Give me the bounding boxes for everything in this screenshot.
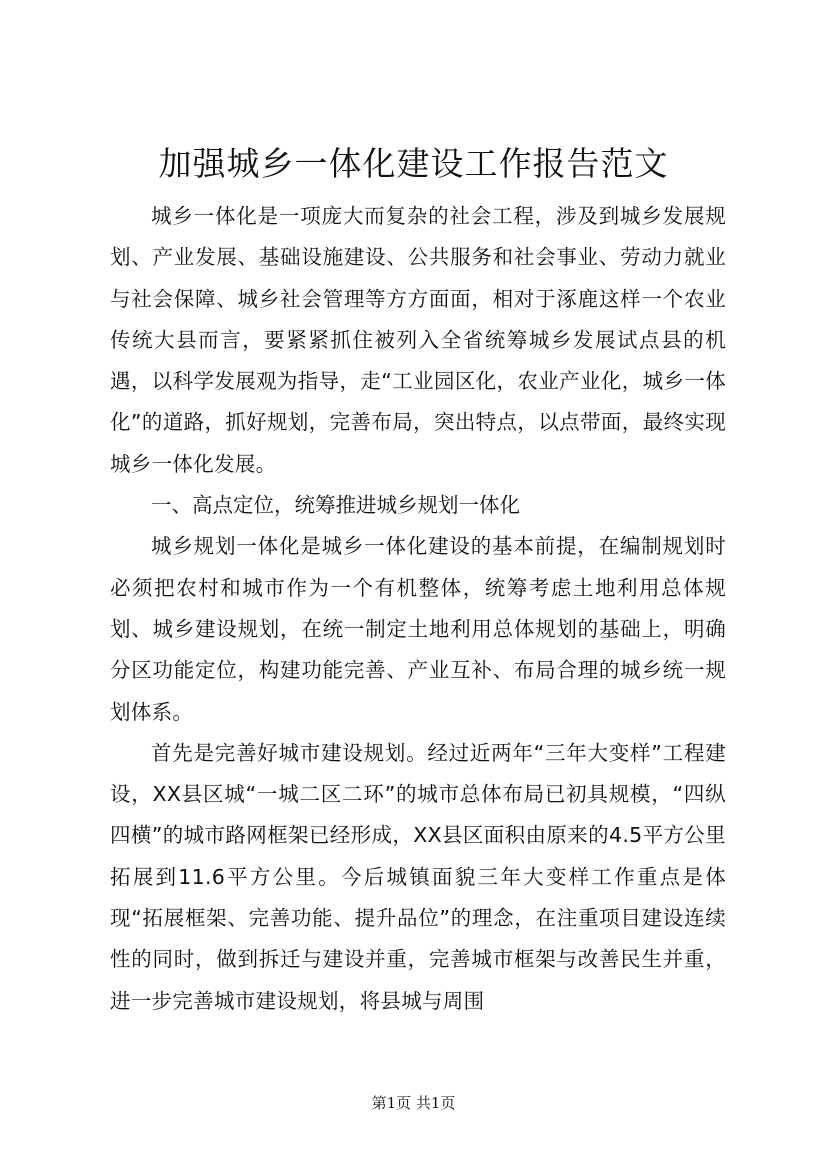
page-number-footer: 第1页 共1页 — [371, 1094, 456, 1112]
document-body — [110, 196, 726, 1022]
paragraph-city-planning: 首先是完善好城市建设规划。经过近两年“三年大变样”工程建设，XX县区城“一城二区二环”的城市总体布局已初具规模，“四纵四横”的城市路网框架已经形成，XX县区面积由原来的4.5平方公里拓展到11.6平方公里。今后城镇面貌三年大变样工作重点是体现“拓展框架、完善功能、提升品位”的理念，在注重项目建设连续性的同时，做到拆迁与建设并重，完善城市框架与改善民生并重，进一步完善城市建设规划，将县城与周围 — [110, 740, 726, 1013]
paragraph-planning: 城乡规划一体化是城乡一体化建设的基本前提，在编制规划时必须把农村和城市作为一个有机整体，统筹考虑土地利用总体规划、城乡建设规划，在统一制定土地利用总体规划的基础上，明确分区功能定位，构建功能完善、产业互补、布局合理的城乡统一规划体系。 — [110, 534, 726, 724]
section-heading-1: 一、高点定位，统筹推进城乡规划一体化 — [151, 493, 520, 518]
paragraph-intro: 城乡一体化是一项庞大而复杂的社会工程，涉及到城乡发展规划、产业发展、基础设施建设、公共服务和社会事业、劳动力就业与社会保障、城乡社会管理等方方面面，相对于涿鹿这样一个农业传统大县而言，要紧紧抓住被列入全省统筹城乡发展试点县的机遇，以科学发展观为指导，走“工业园区化，农业产业化，城乡一体化”的道路，抓好规划，完善布局，突出特点，以点带面，最终实现城乡一体化发展。 — [110, 204, 726, 476]
document-title: 加强城乡一体化建设工作报告范文 — [158, 144, 669, 183]
